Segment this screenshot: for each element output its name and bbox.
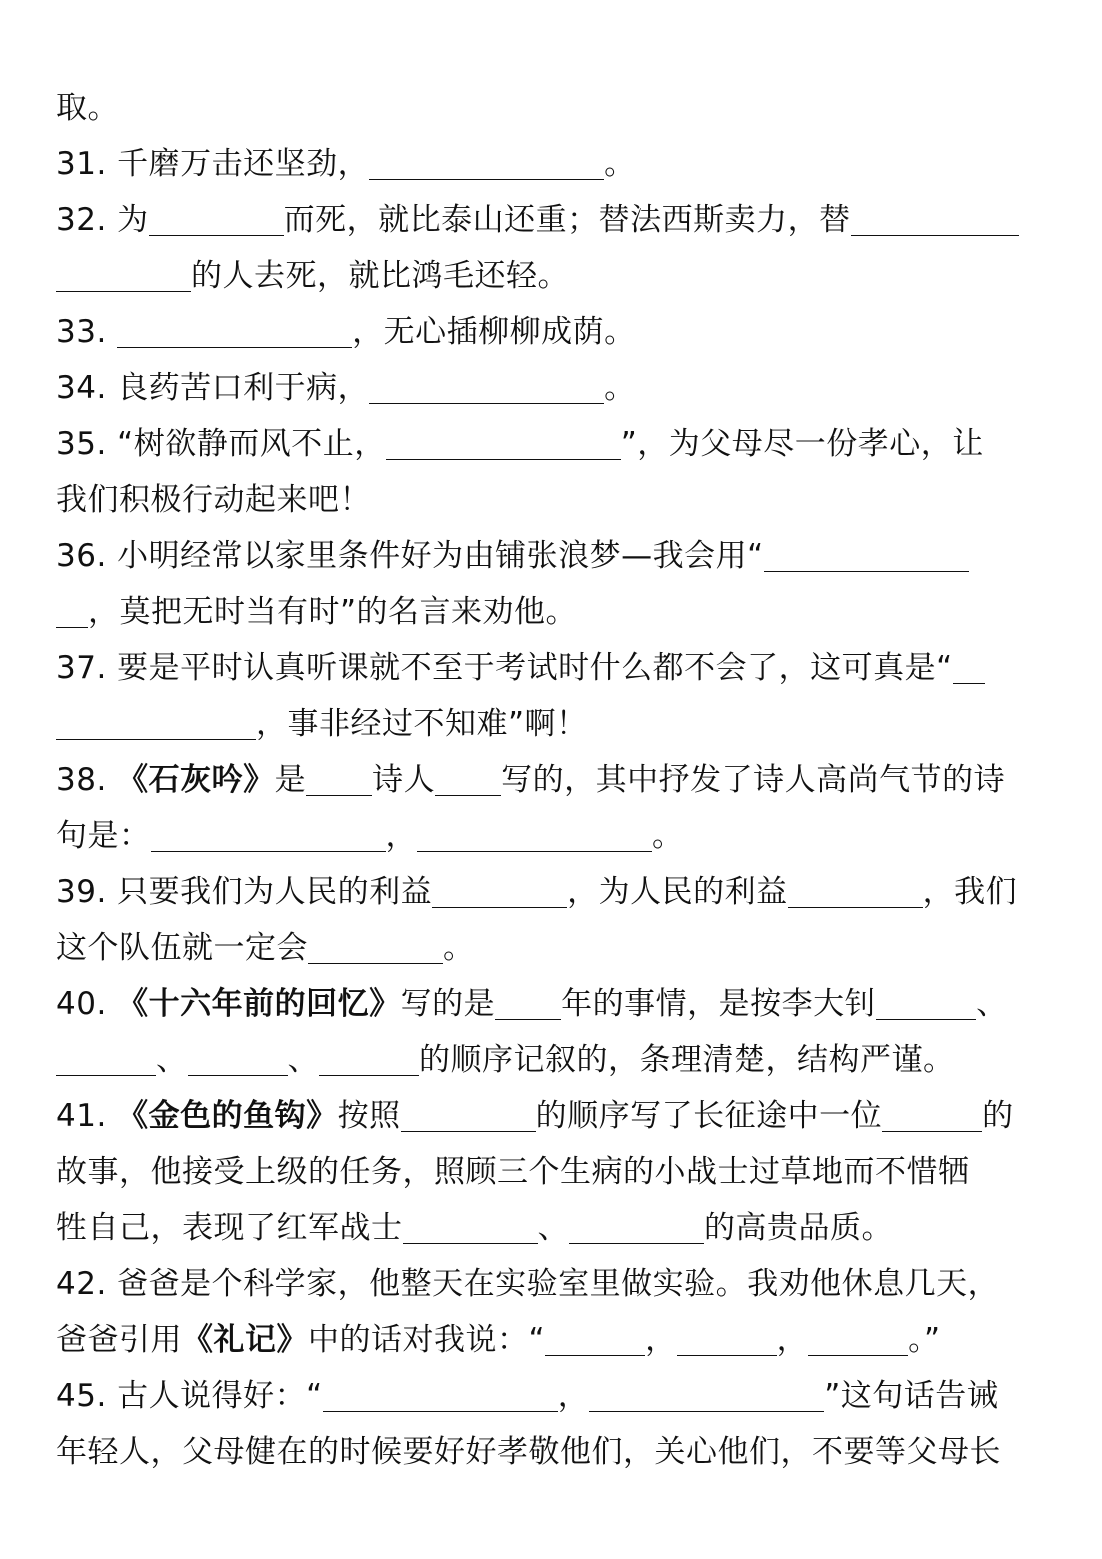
worksheet-line [56, 528, 1056, 584]
fill-in-blank[interactable] [117, 317, 352, 348]
question-text: 42. 爸爸是个科学家，他整天在实验室里做实验。我劝他休息几天， [56, 1266, 1000, 1302]
question-text: 。 [443, 930, 475, 966]
question-text: ，无心插柳柳成荫。 [352, 314, 636, 350]
fill-in-blank[interactable] [677, 1325, 777, 1356]
fill-in-blank[interactable] [569, 1213, 704, 1244]
question-text: 40. [56, 986, 118, 1022]
question-text: 年的事情，是按李大钊 [561, 986, 877, 1022]
fill-in-blank[interactable] [151, 821, 386, 852]
question-text: ”这句话告诫 [824, 1378, 999, 1414]
worksheet-page [56, 80, 1056, 1480]
question-text: 。 [604, 146, 636, 182]
question-text: 故事，他接受上级的任务，照顾三个生病的小战士过草地而不惜牺 [56, 1154, 970, 1190]
question-text: 35. “树欲静而风不止， [56, 426, 386, 462]
question-text: 的顺序写了长征途中一位 [535, 1098, 883, 1134]
question-text: 我们积极行动起来吧！ [56, 482, 371, 518]
worksheet-line [56, 1144, 1056, 1200]
fill-in-blank[interactable] [851, 205, 1019, 236]
question-text: 写的，其中抒发了诗人高尚气节的诗 [501, 762, 1006, 798]
fill-in-blank[interactable] [788, 877, 923, 908]
worksheet-line [56, 808, 1056, 864]
book-title-text: 《礼记》 [182, 1322, 308, 1358]
worksheet-line [56, 1368, 1056, 1424]
question-text: 而死，就比泰山还重；替法西斯卖力，替 [283, 202, 851, 238]
question-text: 、 [287, 1042, 319, 1078]
fill-in-blank[interactable] [808, 1325, 908, 1356]
question-text: 31. 千磨万击还坚劲， [56, 146, 370, 182]
question-text: 年轻人，父母健在的时候要好好孝敬他们，关心他们，不要等父母长 [56, 1434, 1001, 1470]
question-text: 的顺序记叙的，条理清楚，结构严谨。 [419, 1042, 955, 1078]
fill-in-blank[interactable] [876, 989, 976, 1020]
worksheet-line [56, 1256, 1056, 1312]
question-text: 诗人 [372, 762, 436, 798]
worksheet-line [56, 416, 1056, 472]
question-text: 这个队伍就一定会 [56, 930, 308, 966]
worksheet-line [56, 192, 1056, 248]
book-title-text: 《十六年前的回忆》 [117, 986, 401, 1022]
question-text: 45. 古人说得好：“ [56, 1378, 323, 1414]
worksheet-line [56, 1200, 1056, 1256]
worksheet-line [56, 136, 1056, 192]
worksheet-line [56, 584, 1056, 640]
fill-in-blank[interactable] [308, 933, 443, 964]
fill-in-blank[interactable] [882, 1101, 982, 1132]
worksheet-line [56, 696, 1056, 752]
fill-in-blank[interactable] [401, 1101, 536, 1132]
question-text: 是 [274, 762, 307, 798]
worksheet-line [56, 920, 1056, 976]
question-text: 32. 为 [56, 202, 149, 238]
worksheet-line [56, 752, 1056, 808]
question-text: ， [557, 1378, 590, 1414]
question-text: ，莫把无时当有时”的名言来劝他。 [88, 594, 578, 630]
question-text: 爸爸引用 [56, 1322, 182, 1358]
worksheet-line [56, 248, 1056, 304]
question-text: 。 [652, 818, 684, 854]
question-text: 39. 只要我们为人民的利益 [56, 874, 433, 910]
fill-in-blank[interactable] [764, 541, 969, 572]
question-text: 36. 小明经常以家里条件好为由铺张浪梦—我会用“ [56, 538, 764, 574]
fill-in-blank[interactable] [56, 709, 256, 740]
question-text: 句是： [56, 818, 151, 854]
fill-in-blank[interactable] [323, 1381, 558, 1412]
question-text: 牲自己，表现了红军战士 [56, 1210, 403, 1246]
fill-in-blank[interactable] [417, 821, 652, 852]
worksheet-line [56, 360, 1056, 416]
question-text: 33. [56, 314, 118, 350]
question-text: ”，为父母尽一份孝心，让 [620, 426, 984, 462]
worksheet-line [56, 976, 1056, 1032]
question-text: ， [776, 1322, 809, 1358]
fill-in-blank[interactable] [403, 1213, 538, 1244]
fill-in-blank[interactable] [953, 653, 985, 684]
question-text: 38. [56, 762, 118, 798]
question-text: 中的话对我说：“ [308, 1322, 546, 1358]
question-text: 。 [604, 370, 636, 406]
fill-in-blank[interactable] [56, 597, 88, 628]
worksheet-line [56, 864, 1056, 920]
question-text: ， [385, 818, 417, 854]
question-text: 41. [56, 1098, 118, 1134]
worksheet-line [56, 1424, 1056, 1480]
question-text: 37. 要是平时认真听课就不至于考试时什么都不会了，这可真是“ [56, 650, 953, 686]
worksheet-line [56, 640, 1056, 696]
worksheet-line [56, 304, 1056, 360]
fill-in-blank[interactable] [149, 205, 284, 236]
question-text: ，为人民的利益 [567, 874, 788, 910]
question-text: 取。 [56, 90, 119, 126]
question-text: 、 [156, 1042, 188, 1078]
fill-in-blank[interactable] [188, 1045, 288, 1076]
fill-in-blank[interactable] [319, 1045, 419, 1076]
question-text: 按照 [337, 1098, 401, 1134]
fill-in-blank[interactable] [589, 1381, 824, 1412]
worksheet-line [56, 80, 1056, 136]
question-text: ， [645, 1322, 677, 1358]
question-text: 。” [908, 1322, 941, 1358]
fill-in-blank[interactable] [56, 1045, 156, 1076]
question-text: 、 [537, 1210, 569, 1246]
question-text: ，我们 [922, 874, 1018, 910]
fill-in-blank[interactable] [386, 429, 621, 460]
fill-in-blank[interactable] [369, 149, 604, 180]
fill-in-blank[interactable] [495, 989, 561, 1020]
fill-in-blank[interactable] [56, 261, 191, 292]
worksheet-line [56, 472, 1056, 528]
fill-in-blank[interactable] [369, 373, 604, 404]
question-text: ，事非经过不知难”啊！ [256, 706, 588, 742]
question-text: 的高贵品质。 [704, 1210, 893, 1246]
fill-in-blank[interactable] [435, 765, 501, 796]
worksheet-line [56, 1032, 1056, 1088]
question-text: 、 [976, 986, 1008, 1022]
fill-in-blank[interactable] [545, 1325, 645, 1356]
question-text: 的人去死，就比鸿毛还轻。 [191, 258, 569, 294]
book-title-text: 《金色的鱼钩》 [117, 1098, 338, 1134]
question-text: 的 [982, 1098, 1014, 1134]
question-text: 34. 良药苦口利于病， [56, 370, 370, 406]
fill-in-blank[interactable] [306, 765, 372, 796]
fill-in-blank[interactable] [432, 877, 567, 908]
worksheet-line [56, 1312, 1056, 1368]
worksheet-line [56, 1088, 1056, 1144]
book-title-text: 《石灰吟》 [117, 762, 275, 798]
question-text: 写的是 [400, 986, 496, 1022]
